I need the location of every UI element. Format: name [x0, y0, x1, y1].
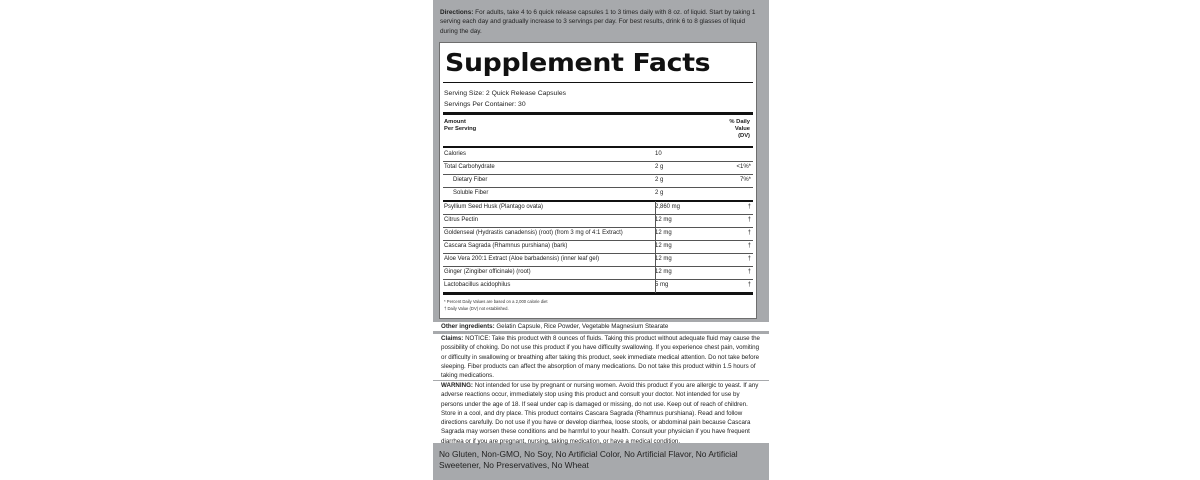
amount-column-divider — [655, 201, 656, 293]
nutrient-daily-value: † — [747, 243, 751, 249]
warning-text: Not intended for use by pregnant or nursing women. Avoid this product if you are allergic to yeast. If any adverse reactions occur, immediately stop using this product and consult your doctor. Not intended for use by persons under the age of 18. If seal under cap is damaged or missing, do not use. Keep out of reach of children. Store in a cool, and dry place. This product contains Cascara Sagrada (Rhamnus purshiana). Read and follow directions carefully. Do not use if you have or develop diarrhea, loose stools, or abdominal pain because Cascara Sagrada may worsen these conditions and be harmful to your health. Consult your physician if you have frequent diarrhea or if you are pregnant, nursing, taking medication, or have a medical condition. — [441, 382, 759, 445]
supplement-facts-panel — [439, 42, 757, 319]
claims-label: Claims: — [441, 335, 464, 342]
serving-size: Serving Size: 2 Quick Release Capsules — [444, 90, 567, 97]
nutrient-name: Aloe Vera 200:1 Extract (Aloe barbadensis) (inner leaf gel) — [444, 256, 600, 262]
daily-value-header — [729, 119, 750, 140]
nutrient-name: Ginger (Zingiber officinale) (root) — [444, 269, 531, 275]
nutrient-daily-value: 7%* — [739, 177, 751, 183]
footnote-percent-daily-values: * Percent Daily Values are based on a 2,000 calorie diet — [444, 299, 548, 304]
warning-label: WARNING: — [441, 382, 473, 389]
nutrient-daily-value: † — [747, 269, 751, 275]
nutrient-amount: 10 — [655, 151, 662, 157]
nutrient-amount: 12 mg — [655, 243, 672, 249]
nutrient-name: Psyllium Seed Husk (Plantago ovata) — [444, 204, 544, 210]
footnote-daily-value-not-established: † Daily Value (DV) not established. — [444, 306, 509, 311]
nutrient-row — [443, 240, 753, 254]
nutrient-daily-value: † — [747, 256, 751, 262]
nutrient-daily-value: † — [747, 282, 751, 288]
nutrient-amount: 2,860 mg — [655, 204, 681, 210]
dv-header-line-2: Value — [734, 126, 750, 132]
nutrient-amount: 12 mg — [655, 217, 672, 223]
nutrient-row — [443, 214, 753, 228]
nutrient-name: Citrus Pectin — [444, 217, 479, 223]
nutrient-row — [443, 201, 753, 215]
nutrient-amount: 5 mg — [655, 282, 669, 288]
nutrient-row — [443, 148, 753, 162]
dv-header-line-3: (DV) — [738, 133, 750, 139]
dv-header-line-1: % Daily — [729, 119, 750, 125]
nutrient-daily-value: † — [747, 217, 751, 223]
nutrient-amount: 2 g — [655, 190, 664, 196]
nutrient-amount: 2 g — [655, 177, 664, 183]
claims-section — [433, 334, 769, 380]
nutrient-name: Total Carbohydrate — [444, 164, 495, 170]
directions-label: Directions: — [440, 9, 474, 16]
nutrient-name: Goldenseal (Hydrastis canadensis) (root) (from 3 mg of 4:1 Extract) — [444, 230, 623, 236]
amount-per-serving-header — [444, 119, 476, 133]
nutrient-row — [443, 174, 753, 188]
amount-header-line-2: Per Serving — [444, 126, 477, 132]
nutrient-daily-value: † — [747, 204, 751, 210]
nutrient-amount: 2 g — [655, 164, 664, 170]
amount-header-line-1: Amount — [444, 119, 466, 125]
other-ingredients-text: Gelatin Capsule, Rice Powder, Vegetable Magnesium Stearate — [494, 323, 669, 330]
nutrient-row — [443, 253, 753, 267]
nutrient-daily-value: † — [747, 230, 751, 236]
title-rule — [443, 82, 753, 83]
nutrient-name: Dietary Fiber — [453, 177, 488, 183]
other-ingredients-label: Other ingredients: — [441, 323, 495, 330]
supplement-facts-title: Supplement Facts — [445, 48, 711, 77]
nutrient-name: Calories — [444, 151, 467, 157]
nutrient-row — [443, 227, 753, 241]
nutrient-daily-value: <1%* — [736, 164, 751, 170]
nutrient-amount: 12 mg — [655, 269, 672, 275]
claims-text: NOTICE: Take this product with 8 ounces of fluids. Taking this product without adequate fluid may cause the possibility of choking. Do not use this product if you have difficulty swallowing. If you experience chest pain, vomiting or difficulty in swallowing or breathing after taking this product, seek immediate medical attention. Do not take before sleeping. Fiber products can affect the absorption of many medications. Do not take this product within 1.5 hours of taking medications. — [441, 335, 760, 380]
nutrient-row — [443, 266, 753, 280]
warning-section — [433, 381, 769, 443]
nutrient-row — [443, 161, 753, 175]
nutrient-amount: 12 mg — [655, 230, 672, 236]
nutrient-amount: 12 mg — [655, 256, 672, 262]
nutrient-name: Cascara Sagrada (Rhamnus purshiana) (bark) — [444, 243, 568, 249]
nutrient-row — [443, 187, 753, 202]
servings-per-container: Servings Per Container: 30 — [444, 101, 526, 108]
other-ingredients — [433, 322, 769, 331]
nutrient-row — [443, 279, 753, 295]
nutrient-name: Lactobacillus acidophilus — [444, 282, 511, 288]
nutrient-name: Soluble Fiber — [453, 190, 489, 196]
servings-rule — [443, 112, 753, 115]
free-from-statement: No Gluten, Non-GMO, No Soy, No Artificial Color, No Artificial Flavor, No Artificial Sweetener, No Preservatives, No Wheat — [439, 449, 738, 470]
directions-text — [440, 8, 762, 36]
directions-body: For adults, take 4 to 6 quick release capsules 1 to 3 times daily with 8 oz. of liquid. Start by taking 1 serving each day and gradually increase to 3 servings per day. For best results, drink 6 to 8 glasses of liquid during the day. — [440, 9, 756, 35]
